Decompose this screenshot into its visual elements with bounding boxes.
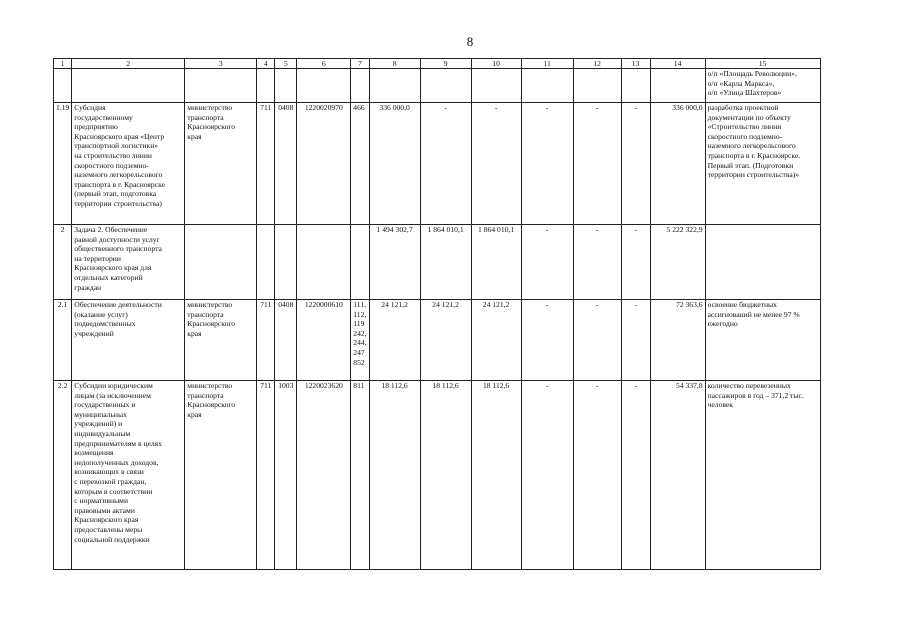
cell-line: социальной поддержки [74,534,150,544]
column-number-cell: 8 [369,59,420,69]
vr-code-cell [351,381,369,570]
rzpr-code-cell [275,69,297,103]
csr-code-cell [297,69,351,103]
year3-amount-cell: - [471,103,521,225]
year6-amount-cell: - [621,300,650,381]
cell-line: наземного легкорельсового [707,141,796,151]
cell-line: муниципальных [74,409,127,419]
cell-line: министерство [187,381,233,390]
table-row [54,381,821,570]
year1-amount-cell: 1 494 302,7 [369,225,420,300]
vr-code-cell [351,103,369,225]
column-number-cell: 10 [471,59,521,69]
activity-name-cell [72,225,185,300]
year5-amount-cell: - [573,300,621,381]
cell-line: транспорта в г. Красноярске [74,179,165,189]
total-amount-cell: 72 363,6 [650,300,705,381]
grbs-code-cell: 711 [257,381,275,570]
year5-amount-cell: - [573,381,621,570]
cell-line: скоростного подземно- [74,160,149,170]
cell-line: предприятию [74,122,118,132]
cell-line: 242, [353,328,367,338]
year4-amount-cell: - [521,225,573,300]
cell-line: о/п «Площадь Революции», [707,69,797,78]
cell-line: документации по объекту [707,112,791,122]
total-amount-cell: 336 000,0 [650,103,705,225]
cell-line: о/п «Карла Маркса», [707,78,775,88]
year3-amount-cell: 1 864 010,1 [471,225,521,300]
cell-line: 466 [353,103,365,112]
column-number-cell: 13 [621,59,650,69]
row-number-cell: 1.19 [54,103,72,225]
cell-line: человек [707,400,733,410]
cell-line: освоение бюджетных [707,300,777,309]
cell-line: Первый этап. (Подготовки [707,160,794,170]
total-amount-cell: 5 222 322,9 [650,225,705,300]
year1-amount-cell [369,69,420,103]
expected-result-cell [705,300,820,381]
year4-amount-cell: - [521,381,573,570]
cell-line: недополученных доходов, [74,457,159,467]
year2-amount-cell: 1 864 010,1 [420,225,471,300]
budget-table [53,58,821,570]
responsible-org-cell [185,300,257,381]
year5-amount-cell: - [573,225,621,300]
activity-name-cell [72,103,185,225]
cell-line: равной доступности услуг [74,234,160,244]
cell-line: учреждений [74,328,114,338]
cell-line: Субсидии юридическим [74,381,153,390]
cell-line: 112, [353,309,367,319]
csr-code-cell [297,225,351,300]
column-number-cell: 1 [54,59,72,69]
cell-line: края [187,131,202,141]
cell-line: 247 [353,347,365,357]
cell-line: о/п «Улица Шахтеров» [707,88,782,98]
cell-line: края [187,409,202,419]
cell-line: правовыми актами [74,505,135,515]
cell-line: на строительство линии [74,150,152,160]
cell-line: 119 [353,319,365,329]
cell-line: которым в соответствии [74,486,153,496]
rzpr-code-cell: 0408 [275,300,297,381]
table-row [54,103,821,225]
cell-line: возмещения [74,448,114,458]
cell-line: транспорта [187,390,224,400]
column-number-cell: 14 [650,59,705,69]
year6-amount-cell: - [621,103,650,225]
column-number-cell: 5 [275,59,297,69]
cell-line: на территории [74,253,121,263]
vr-code-cell [351,225,369,300]
column-number-cell: 12 [573,59,621,69]
cell-line: лицам (за исключением [74,390,151,400]
column-number-cell: 11 [521,59,573,69]
cell-line: Красноярского [187,122,236,132]
cell-line: Красноярского края для [74,263,152,273]
cell-line: скоростного подземно- [707,131,783,141]
csr-code-cell: 1220023620 [297,381,351,570]
year5-amount-cell: - [573,103,621,225]
year6-amount-cell [621,69,650,103]
cell-line: предпринимателям в целях [74,438,162,448]
cell-line: 852 [353,357,365,367]
rzpr-code-cell [275,225,297,300]
table-row [54,300,821,381]
cell-line: «Строительство линии [707,122,782,132]
responsible-org-cell [185,103,257,225]
cell-line: 811 [353,381,365,390]
cell-line: (первый этап, подготовка [74,189,157,199]
cell-line: пассажиров в год – 371,2 тыс. [707,390,804,400]
year4-amount-cell: - [521,300,573,381]
activity-name-cell [72,300,185,381]
cell-line: ежегодно [707,319,738,329]
vr-code-cell [351,300,369,381]
row-number-cell: 2 [54,225,72,300]
total-amount-cell [650,69,705,103]
cell-line: государственному [74,112,133,122]
year6-amount-cell: - [621,225,650,300]
cell-line: ассигнований не менее 97 % [707,309,800,319]
expected-result-cell [705,225,820,300]
year3-amount-cell: 18 112,6 [471,381,521,570]
cell-line: Красноярского [187,319,236,329]
expected-result-cell [705,381,820,570]
activity-name-cell [72,69,185,103]
cell-line: индивидуальным [74,428,131,438]
year3-amount-cell: 24 121,2 [471,300,521,381]
cell-line: возникающих в связи [74,467,144,477]
table-row [54,69,821,103]
expected-result-cell [705,69,820,103]
responsible-org-cell [185,69,257,103]
csr-code-cell: 1220020970 [297,103,351,225]
cell-line: учреждений) и [74,419,123,429]
cell-line: подведомственных [74,319,136,329]
row-number-cell [54,69,72,103]
column-number-cell: 3 [185,59,257,69]
grbs-code-cell [257,225,275,300]
year2-amount-cell: 18 112,6 [420,381,471,570]
row-number-cell: 2.1 [54,300,72,381]
cell-line: отдельных категорий [74,272,143,282]
page-number: 8 [466,34,474,49]
activity-name-cell [72,381,185,570]
year6-amount-cell: - [621,381,650,570]
year1-amount-cell: 336 000,0 [369,103,420,225]
cell-line: количество перевезенных [707,381,791,390]
column-number-cell: 7 [351,59,369,69]
column-number-cell: 2 [72,59,185,69]
vr-code-cell [351,69,369,103]
grbs-code-cell: 711 [257,300,275,381]
column-number-cell: 4 [257,59,275,69]
cell-line: Красноярского края «Центр [74,131,165,141]
expected-result-cell [705,103,820,225]
cell-line: министерство [187,103,233,112]
cell-line: предоставлены меры [74,524,143,534]
cell-line: с нормативными [74,496,129,506]
cell-line: Обеспечение деятельности [74,300,162,309]
year1-amount-cell: 18 112,6 [369,381,420,570]
cell-line: наземного легкорельсового [74,170,163,180]
csr-code-cell: 1220000610 [297,300,351,381]
responsible-org-cell [185,381,257,570]
cell-line: общественного транспорта [74,244,162,254]
cell-line: края [187,328,202,338]
cell-line: территории строительства) [74,198,162,208]
column-number-cell: 9 [420,59,471,69]
column-number-row [54,59,821,69]
year5-amount-cell [573,69,621,103]
cell-line: Субсидия [74,103,106,112]
cell-line: государственных и [74,400,136,410]
cell-line: транспорта [187,309,224,319]
cell-line: разработка проектной [707,103,779,112]
year1-amount-cell: 24 121,2 [369,300,420,381]
cell-line: транспортной логистики» [74,141,159,151]
row-number-cell: 2.2 [54,381,72,570]
cell-line: 111, [353,300,367,309]
year4-amount-cell [521,69,573,103]
cell-line: с перевозкой граждан, [74,476,147,486]
cell-line: граждан [74,282,102,292]
responsible-org-cell [185,225,257,300]
rzpr-code-cell: 1003 [275,381,297,570]
cell-line: территории строительства)» [707,170,800,180]
column-number-cell: 6 [297,59,351,69]
year2-amount-cell: 24 121,2 [420,300,471,381]
grbs-code-cell [257,69,275,103]
cell-line: Красноярского [187,400,236,410]
cell-line: министерство [187,300,233,309]
column-number-cell: 15 [705,59,820,69]
cell-line: Красноярского края [74,515,139,525]
year2-amount-cell [420,69,471,103]
rzpr-code-cell: 0408 [275,103,297,225]
table-row [54,225,821,300]
cell-line: транспорта [187,112,224,122]
cell-line: (оказание услуг) [74,309,128,319]
cell-line: 244, [353,338,367,348]
year4-amount-cell: - [521,103,573,225]
year3-amount-cell [471,69,521,103]
cell-line: Задача 2. Обеспечение [74,225,148,234]
cell-line: транспорта в г. Красноярске. [707,150,801,160]
total-amount-cell: 54 337,8 [650,381,705,570]
grbs-code-cell: 711 [257,103,275,225]
year2-amount-cell: - [420,103,471,225]
